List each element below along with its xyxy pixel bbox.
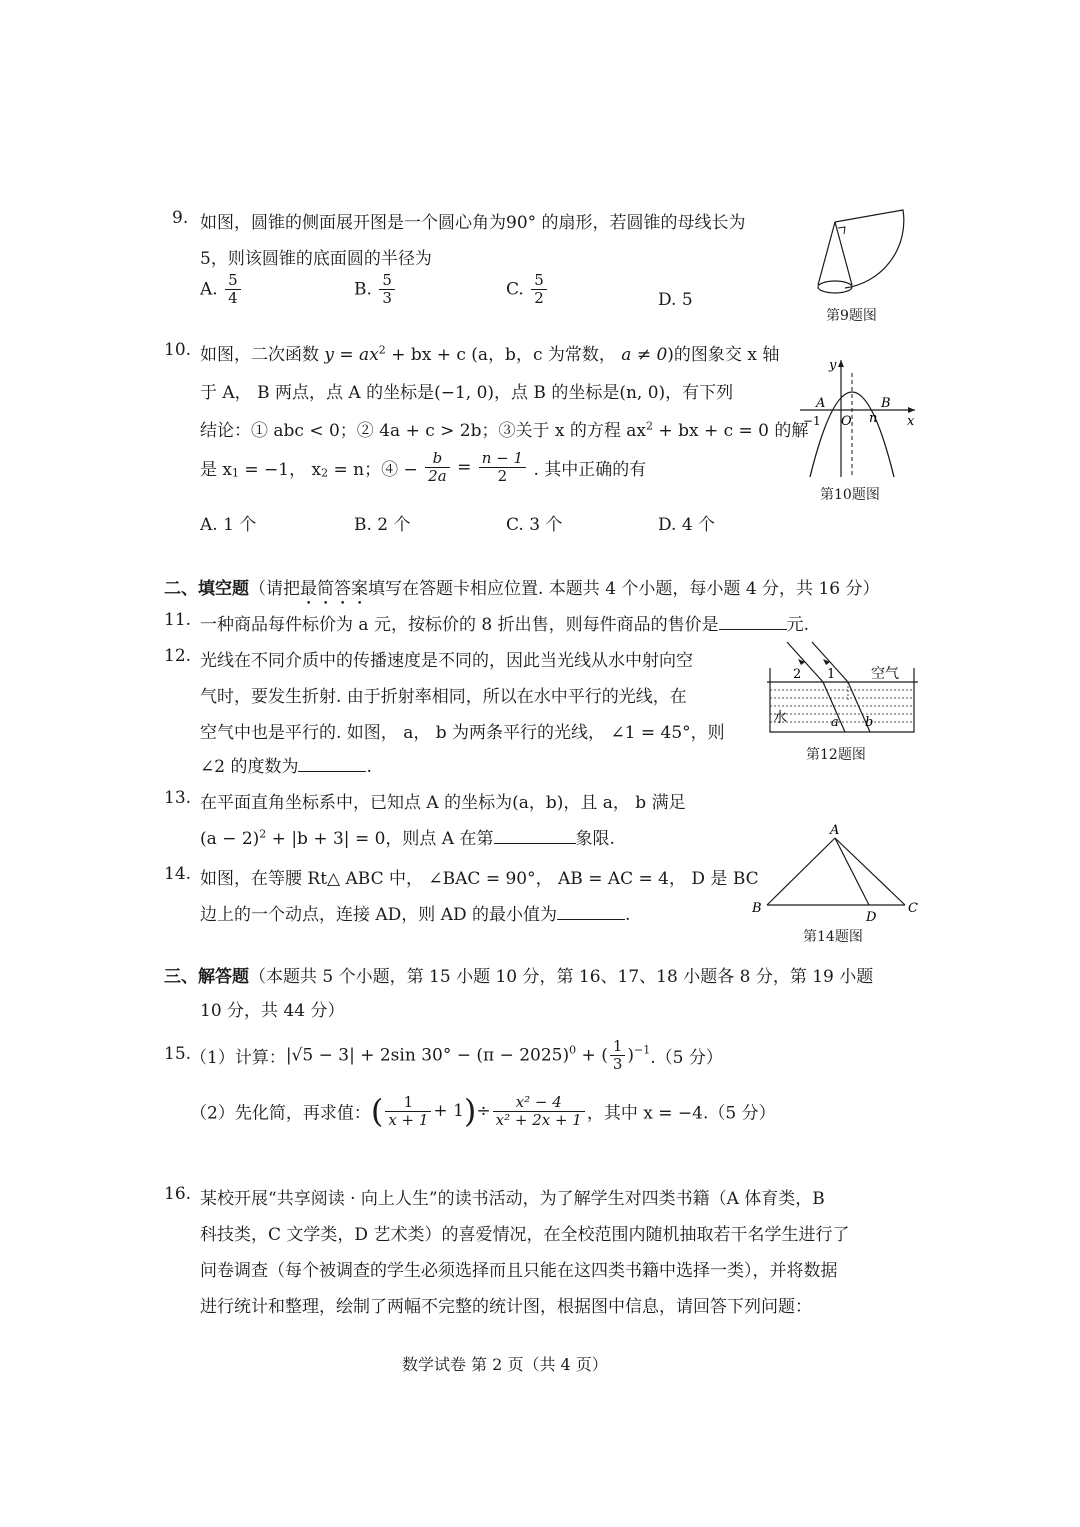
q11-number: 11. xyxy=(164,610,192,630)
svg-text:1: 1 xyxy=(827,667,836,682)
q16-line2: 科技类，C 文学类，D 艺术类）的喜爱情况，在全校范围内随机抽取若干名学生进行了 xyxy=(200,1225,850,1245)
q14-answer-blank xyxy=(557,905,625,920)
q9-line2: 5，则该圆锥的底面圆的半径为 xyxy=(200,249,432,269)
q9-caption: 第9题图 xyxy=(826,308,877,324)
svg-text:B: B xyxy=(881,396,891,411)
svg-text:C: C xyxy=(908,901,918,916)
section3-title: 三、解答题 xyxy=(164,967,249,987)
q10-number: 10. xyxy=(164,340,192,360)
q10-option-b: B. 2 个 xyxy=(354,515,411,535)
q10-caption: 第10题图 xyxy=(820,487,880,503)
svg-text:−1: −1 xyxy=(803,414,821,428)
q10-line4: 是 $x_1 = -1$， $x_2 = n$；④ − $\frac{b}{2a}$ = $\frac{n - 1}{2}$ . 其中正确的有 xyxy=(200,449,647,485)
section2-title: 二、填空题 xyxy=(164,579,249,599)
svg-text:水: 水 xyxy=(773,710,787,726)
q16-line1: 某校开展“共享阅读 · 向上人生”的读书活动，为了解学生对四类书籍（A 体育类，B xyxy=(200,1189,825,1209)
q14-number: 14. xyxy=(164,864,192,884)
q10-option-d: D. 4 个 xyxy=(658,515,716,535)
section3-desc-line2: 10 分，共 44 分） xyxy=(200,1001,345,1021)
q11-answer-blank xyxy=(719,615,787,630)
q13-line2: $(a - 2)^2 + |b + 3| = 0$，则点 A 在第 象限. xyxy=(200,827,615,849)
q10-line2: 于 A， B 两点，点 A 的坐标是(−1, 0)，点 B 的坐标是(n, 0)，有下列 xyxy=(200,383,734,403)
q9-number: 9. xyxy=(172,208,189,228)
q12-line2: 气时，要发生折射. 由于折射率相同，所以在水中平行的光线，在 xyxy=(200,687,687,707)
q9-option-a: A. $\frac{5}{4}$ xyxy=(200,272,243,307)
q12-answer-blank xyxy=(298,757,366,772)
page-footer: 数学试卷 第 2 页（共 4 页） xyxy=(402,1355,608,1374)
q16-line3: 问卷调查（每个被调查的学生必须选择而且只能在这四类书籍中选择一类），并将数据 xyxy=(200,1261,838,1281)
q10-parabola-figure xyxy=(795,355,925,480)
q15-part2: （2）先化简，再求值：( $\frac{1}{x + 1}$ + 1)÷ $\frac{\text{x² − 4}}{\text{x² + 2x + 1}}$ ，其中 x = −4.（5 分） xyxy=(190,1092,776,1130)
q16-number: 16. xyxy=(164,1184,192,1204)
q12-line1: 光线在不同介质中的传播速度是不同的，因此当光线从水中射向空 xyxy=(200,651,693,671)
q13-answer-blank xyxy=(494,829,576,844)
svg-text:b: b xyxy=(865,715,874,730)
svg-text:空气: 空气 xyxy=(871,666,899,682)
q10-option-c: C. 3 个 xyxy=(506,515,563,535)
q9-cone-figure xyxy=(808,200,918,305)
svg-text:a: a xyxy=(831,715,839,730)
section2-header: 二、填空题（请把最简答案填写在答题卡相应位置. 本题共 4 个小题，每小题 4 分，共 16 分） xyxy=(164,579,880,599)
svg-text:y: y xyxy=(829,358,837,373)
q12-line3: 空气中也是平行的. 如图， a， b 为两条平行的光线， ∠1 = 45°，则 xyxy=(200,723,725,743)
q14-triangle-figure xyxy=(750,820,925,925)
q14-line1: 如图，在等腰 Rt△ ABC 中， ∠BAC = 90°， AB = AC = 4， D 是 BC xyxy=(200,869,759,889)
svg-text:A: A xyxy=(816,396,826,411)
q10-line3: 结论：① abc < 0；② 4a + c > 2b；③关于 x 的方程 $ax^2$ + bx + c = 0 的解 xyxy=(200,419,809,441)
q12-line4: ∠2 的度数为 . xyxy=(200,757,372,777)
q16-line4: 进行统计和整理，绘制了两幅不完整的统计图，根据图中信息，请回答下列问题： xyxy=(200,1297,812,1317)
svg-text:B: B xyxy=(752,901,762,916)
q9-line1: 如图，圆锥的侧面展开图是一个圆心角为90° 的扇形，若圆锥的母线长为 xyxy=(200,213,746,233)
q11-text: 一种商品每件标价为 a 元，按标价的 8 折出售，则每件商品的售价是 元. xyxy=(200,615,809,635)
q14-caption: 第14题图 xyxy=(803,929,863,945)
q12-caption: 第12题图 xyxy=(806,747,866,763)
q14-line2: 边上的一个动点，连接 AD，则 AD 的最小值为 . xyxy=(200,905,631,925)
svg-text:2: 2 xyxy=(793,667,802,682)
svg-text:A: A xyxy=(830,823,840,838)
svg-text:O: O xyxy=(841,414,852,429)
q9-option-c: C. $\frac{5}{2}$ xyxy=(506,272,549,307)
q15-number: 15. xyxy=(164,1044,192,1064)
q12-refraction-figure xyxy=(765,640,925,740)
svg-text:x: x xyxy=(907,414,915,429)
q9-option-b: B. $\frac{5}{3}$ xyxy=(354,272,397,307)
q13-line1: 在平面直角坐标系中，已知点 A 的坐标为(a，b)，且 a， b 满足 xyxy=(200,793,686,813)
q12-number: 12. xyxy=(164,646,192,666)
q10-option-a: A. 1 个 xyxy=(200,515,257,535)
svg-text:n: n xyxy=(869,411,878,426)
svg-text:D: D xyxy=(866,910,877,925)
q15-part1: （1）计算：|√5 − 3| + 2sin $30^\circ - (\pi - 2025)^0$ + ( $\frac{1}{3}$ )$^{-1}$.（5 分） xyxy=(190,1037,723,1073)
q13-number: 13. xyxy=(164,788,192,808)
q10-line1: 如图，二次函数 $y = ax^2$ + bx + c (a，b，c 为常数， a ≠ 0)的图象交 x 轴 xyxy=(200,343,780,365)
q9-option-d: D. 5 xyxy=(658,290,693,310)
section3-header: 三、解答题（本题共 5 个小题，第 15 小题 10 分，第 16、17、18 小题各 8 分，第 19 小题 xyxy=(164,967,874,987)
